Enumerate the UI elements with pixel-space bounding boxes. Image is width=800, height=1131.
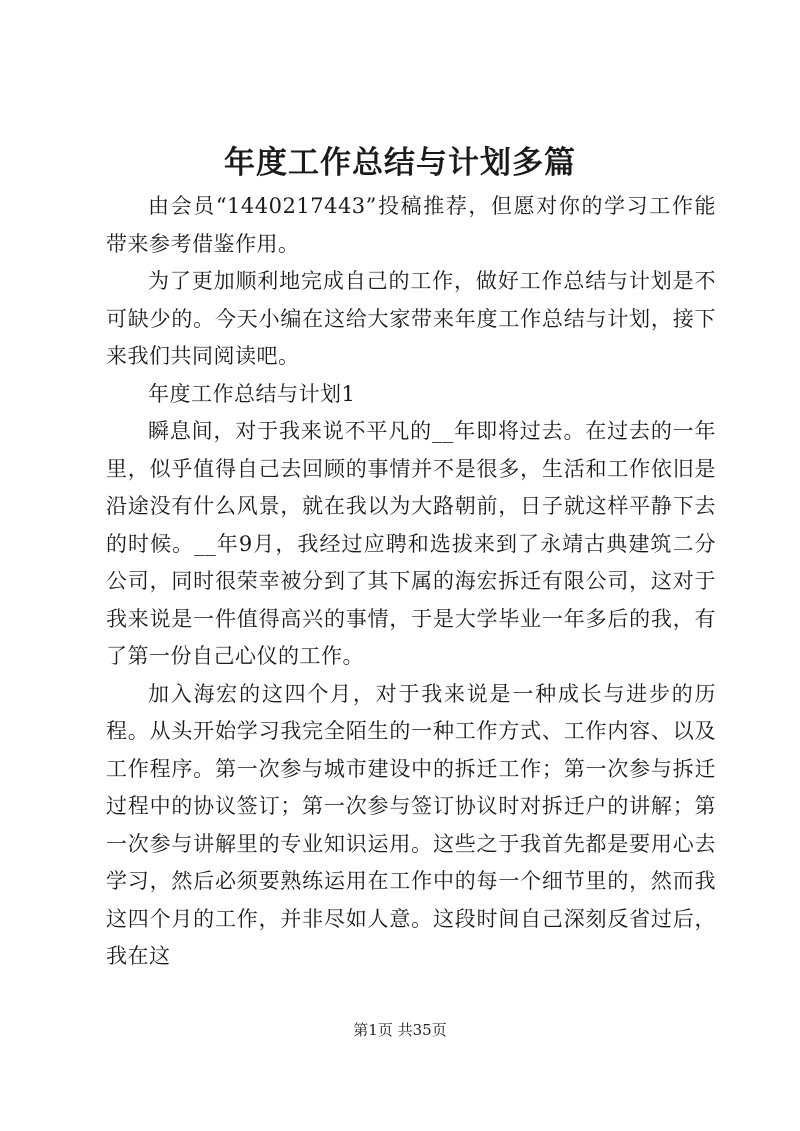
paragraph-body-2: 加入海宏的这四个月，对于我来说是一种成长与进步的历程。从头开始学习我完全陌生的一种工作方式、工作内容、以及工作程序。第一次参与城市建设中的拆迁工作；第一次参与拆迁过程中的协议签订；第一次参与签订协议时对拆迁户的讲解；第一次参与讲解里的专业知识运用。这些之于我首先都是要用心去学习，然后必须要熟练运用在工作中的每一个细节里的，然而我这四个月的工作，并非尽如人意。这段时间自己深刻反省过后，我在这 [106, 681, 716, 968]
paragraph-intro: 由会员“1440217443”投稿推荐，但愿对你的学习工作能带来参考借鉴作用。 [106, 194, 716, 256]
section-heading: 年度工作总结与计划1 [148, 381, 356, 406]
document-title: 年度工作总结与计划多篇 [224, 145, 576, 181]
paragraph-body-1: 瞬息间，对于我来说不平凡的__年即将过去。在过去的一年里，似乎值得自己去回顾的事情并不是很多，生活和工作依旧是沿途没有什么风景，就在我以为大路朝前，日子就这样平静下去的时候。__年9月，我经过应聘和选拔来到了永靖古典建筑二分公司，同时很荣幸被分到了其下属的海宏拆迁有限公司，这对于我来说是一件值得高兴的事情，于是大学毕业一年多后的我，有了第一份自己心仪的工作。 [106, 419, 716, 668]
paragraph-preface: 为了更加顺利地完成自己的工作，做好工作总结与计划是不可缺少的。今天小编在这给大家带来年度工作总结与计划，接下来我们共同阅读吧。 [106, 269, 716, 368]
page-number-footer: 第1页 共35页 [353, 1021, 447, 1039]
document-body [106, 188, 716, 976]
